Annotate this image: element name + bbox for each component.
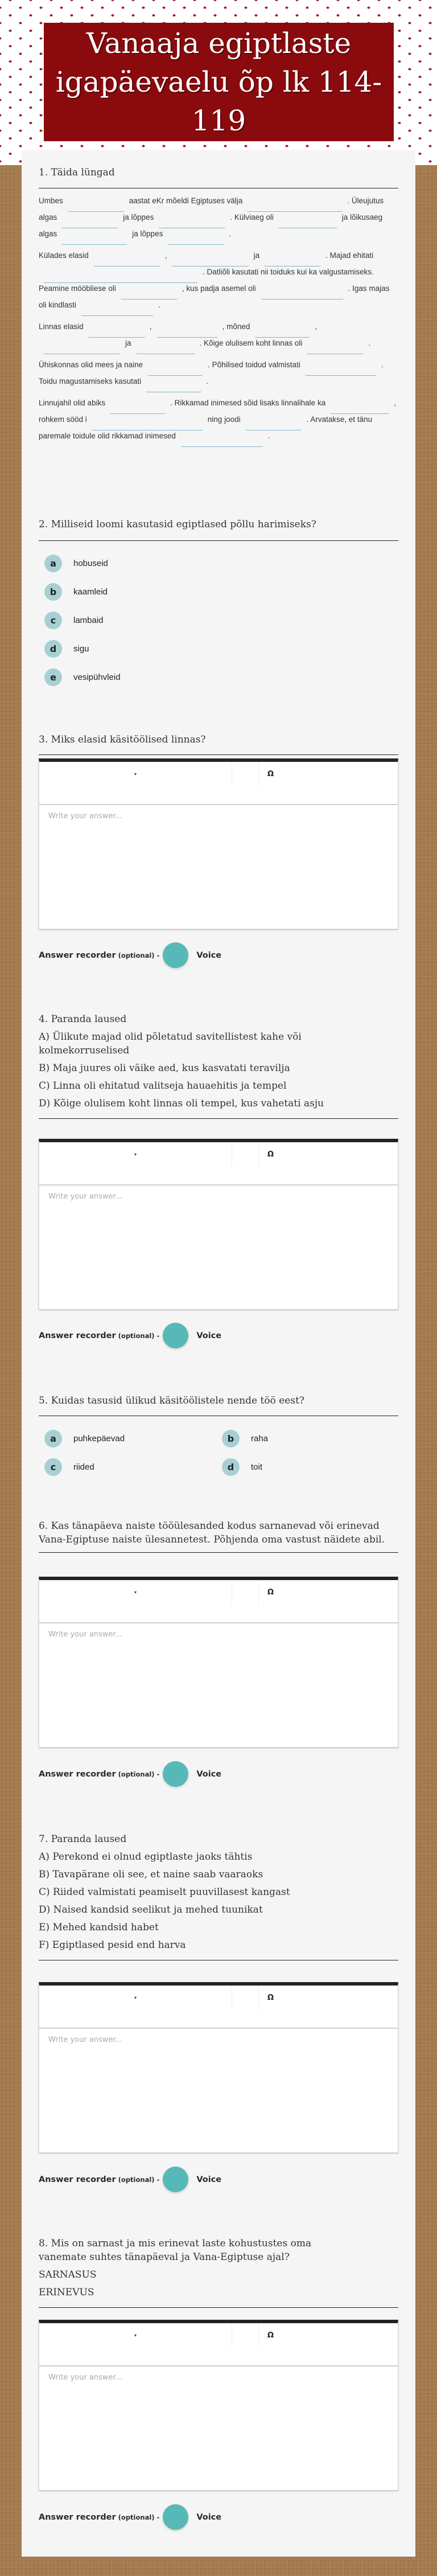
divider [39,2307,398,2308]
option-a[interactable]: a hobuseid [39,549,398,577]
divider [39,1118,398,1119]
question-4 [39,1012,398,1119]
option-c[interactable]: c lambaid [39,606,398,634]
option-letter-badge: a [44,555,62,572]
dropdown-caret-icon: ▾ [134,1995,137,2000]
divider [39,540,398,541]
special-character-button[interactable] [259,762,294,786]
statement-item: B) Tavapärane oli see, et naine saab vaaraoks [39,1869,263,1880]
special-character-button[interactable] [259,2323,294,2348]
option-b[interactable]: b raha [216,1424,394,1453]
omega-icon: Ω [267,2331,274,2340]
omega-icon: Ω [267,1993,274,2002]
option-letter-badge: e [44,668,62,686]
statement-item: B) Maja juures oli väike aed, kus kasvatati teravilja [39,1063,290,1074]
question-title: 4. Paranda laused [39,1014,127,1025]
divider [39,754,398,755]
blank-input[interactable] [93,255,160,266]
option-letter-badge: a [44,1430,62,1447]
blank-input[interactable] [172,255,249,266]
option-letter-badge: b [44,583,62,601]
special-character-button[interactable] [259,1142,294,1167]
blank-input[interactable] [43,272,198,283]
answer-recorder: Answer recorder (optional) - Voice [39,1761,221,1787]
blank-input[interactable] [43,343,121,354]
format-dropdown[interactable] [39,1142,232,1167]
answer-recorder: Answer recorder (optional) - Voice [39,942,221,968]
blank-input[interactable] [61,217,118,228]
worksheet-card [22,150,415,2557]
blank-input[interactable] [261,288,344,300]
question-6 [39,1519,398,1553]
question-title: 6. Kas tänapäeva naiste tööülesanded kodus sarnanevad või erinevad Vana-Egiptuse naiste ülesannetest. Põhjenda oma vastust näidete abil. [39,1520,385,1545]
statement-item: E) Mehed kandsid habet [39,1922,159,1933]
statement-item: ERINEVUS [39,2287,94,2298]
option-d[interactable]: d sigu [39,634,398,663]
question-2 [39,518,398,691]
option-e[interactable]: e vesipühvleid [39,663,398,691]
option-letter-badge: b [222,1430,240,1447]
option-c[interactable]: c riided [39,1453,216,1481]
format-dropdown[interactable] [39,762,232,786]
blank-input[interactable] [121,288,178,300]
blank-input[interactable] [81,305,154,316]
record-voice-button[interactable] [163,2504,188,2530]
dropdown-caret-icon: ▾ [134,772,137,777]
format-dropdown[interactable] [39,2323,232,2348]
blank-input[interactable] [245,419,302,430]
paragraph-1: Umbes aastat eKr mõeldi Egiptuses välja . Üleujutus algas ja lõppes . Külviaeg oli ja lõikusaeg algas ja lõppes . [39,195,398,245]
option-letter-badge: c [44,1458,62,1476]
question-1 [39,166,398,452]
question-title: 7. Paranda laused [39,1833,127,1845]
rich-text-answer-box [39,1139,398,1310]
blank-input[interactable] [254,326,310,338]
special-character-button[interactable] [259,1986,294,2010]
dropdown-caret-icon: ▾ [134,1152,137,1157]
options-list [39,549,398,691]
option-letter-badge: d [222,1458,240,1476]
blank-input[interactable] [61,233,127,245]
page-title: Vanaaja egiptlaste igapäevaelu õp lk 114-119 [55,27,382,137]
format-dropdown[interactable] [39,1580,232,1605]
format-dropdown[interactable] [39,1986,232,2010]
blank-input[interactable] [92,419,203,430]
blank-input[interactable] [158,217,225,228]
question-5 [39,1394,398,1481]
option-letter-badge: c [44,612,62,629]
editor-toolbar [39,1580,398,1623]
paragraph-5: Linnujahil olid abiks . Rikkamad inimesed sõid lisaks linnalihale ka , rohkem sööd i ning joodi . Arvatakse, et tänu paremale toidule olid rikkamad inimesed . [39,397,398,447]
blank-input[interactable] [147,364,203,376]
omega-icon: Ω [267,1150,274,1159]
blank-input[interactable] [110,403,166,414]
toolbar-button[interactable] [233,1142,259,1167]
fill-in-blanks-text [39,195,398,447]
question-7 [39,1832,398,1960]
blank-input[interactable] [305,364,377,376]
dropdown-caret-icon: ▾ [134,2333,137,2338]
statements-list [39,1832,398,1952]
omega-icon: Ω [267,770,274,778]
divider [39,1552,398,1553]
record-voice-button[interactable] [163,942,188,968]
paragraph-4: Ühiskonnas olid mees ja naine . Põhilised toidud valmistati . Toidu magustamiseks kasutati . [39,359,398,392]
title-banner [44,23,394,141]
statement-item: SARNASUS [39,2269,97,2280]
blank-input[interactable] [264,255,321,266]
option-a[interactable]: a puhkepäevad [39,1424,216,1453]
blank-input[interactable] [156,326,218,338]
paragraph-2: Külades elasid , ja . Majad ehitati. Datliõli kasutati nii toiduks kui ka valgustamiseks. Peamine mööbliese oli , kus padja asemel oli . Igas majas oli kindlasti . [39,250,398,316]
blank-input[interactable] [167,233,224,245]
record-voice-button[interactable] [163,2167,188,2192]
record-voice-button[interactable] [163,1323,188,1348]
blank-input[interactable] [307,343,364,354]
omega-icon: Ω [267,1588,274,1597]
dropdown-caret-icon: ▾ [134,1590,137,1595]
statement-item: C) Linna oli ehitatud valitseja hauaehitis ja tempel [39,1080,287,1092]
rich-text-answer-box [39,2320,398,2491]
question-title: 1. Täida lüngad [39,167,115,178]
blank-input[interactable] [88,326,145,338]
blank-input[interactable] [136,343,195,354]
special-character-button[interactable] [259,1580,294,1605]
blank-input[interactable] [278,217,337,228]
record-voice-button[interactable] [163,1761,188,1787]
rich-text-answer-box [39,758,398,929]
answer-recorder: Answer recorder (optional) - Voice [39,1323,221,1348]
rich-text-answer-box [39,1577,398,1748]
editor-toolbar [39,2323,398,2366]
blank-input[interactable] [330,403,389,414]
editor-toolbar [39,1986,398,2029]
statement-item: D) Kõige olulisem koht linnas oli tempel, kus vahetati asju [39,1098,324,1109]
statement-item: A) Ülikute majad olid põletatud savitellistest kahe või kolmekorruselised [39,1031,302,1056]
statement-item: D) Naised kandsid seelikut ja mehed tuunikat [39,1904,263,1915]
statement-item: A) Perekond ei olnud egiptlaste jaoks tähtis [39,1851,253,1863]
blank-input[interactable] [146,381,201,392]
blank-input[interactable] [68,200,125,212]
question-3 [39,733,398,755]
answer-textarea[interactable] [39,1623,398,1746]
option-d[interactable]: d toit [216,1453,394,1481]
statement-item: C) Riided valmistati peamiselt puuvillasest kangast [39,1886,290,1898]
option-letter-badge: d [44,640,62,658]
question-title: 8. Mis on sarnast ja mis erinevat laste kohustustes oma vanemate suhtes tänapäeval ja Vana-Egiptuse ajal? [39,2238,312,2263]
toolbar-button[interactable] [233,2323,259,2348]
toolbar-button[interactable] [233,1580,259,1605]
answer-textarea[interactable] [39,2029,398,2152]
options-grid [39,1424,398,1481]
question-title: 2. Milliseid loomi kasutasid egiptlased põllu harimiseks? [39,519,316,530]
answer-textarea[interactable] [39,2366,398,2489]
blank-input[interactable] [180,436,263,447]
question-8 [39,2237,398,2308]
toolbar-button[interactable] [233,762,259,786]
editor-toolbar [39,762,398,805]
toolbar-button[interactable] [233,1986,259,2010]
editor-toolbar [39,1142,398,1186]
option-b[interactable]: b kaamleid [39,577,398,606]
answer-recorder: Answer recorder (optional) - Voice [39,2504,221,2530]
blank-input[interactable] [247,200,343,212]
rich-text-answer-box [39,1982,398,2153]
question-title: 3. Miks elasid käsitöölised linnas? [39,734,206,745]
answer-recorder: Answer recorder (optional) - Voice [39,2167,221,2192]
question-title: 5. Kuidas tasusid ülikud käsitöölistele nende töö eest? [39,1395,305,1406]
statements-list [39,1012,398,1110]
question-8-text [39,2237,398,2299]
statement-item: F) Egiptlased pesid end harva [39,1939,186,1951]
paragraph-3: Linnas elasid , , mõned ,ja . Kõige olulisem koht linnas oli . [39,321,398,354]
answer-textarea[interactable] [39,1186,398,1308]
answer-textarea[interactable] [39,805,398,928]
